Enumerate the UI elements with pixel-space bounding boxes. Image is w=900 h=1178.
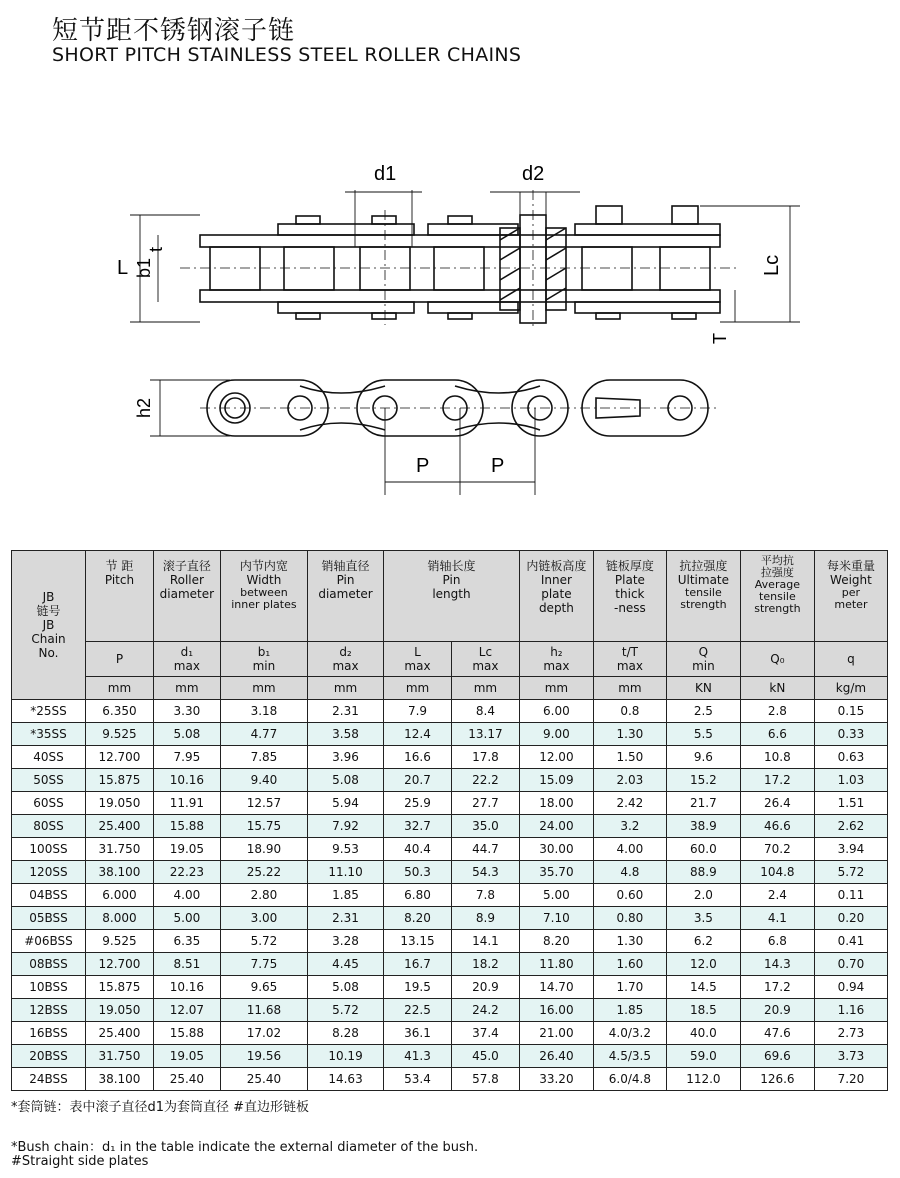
table-row [12, 976, 888, 999]
table-cell: 1.60 [593, 953, 666, 976]
table-cell: 1.50 [593, 746, 666, 769]
table-cell: 5.72 [814, 861, 887, 884]
table-cell: 0.94 [814, 976, 887, 999]
table-cell: 35.0 [451, 815, 519, 838]
table-cell: 27.7 [451, 792, 519, 815]
table-cell: 3.5 [666, 907, 740, 930]
table-cell: 9.40 [220, 769, 307, 792]
table-cell: 20.9 [740, 999, 814, 1022]
table-cell: 100SS [12, 838, 86, 861]
table-cell: 2.80 [220, 884, 307, 907]
table-cell: 59.0 [666, 1045, 740, 1068]
table-cell: 14.5 [666, 976, 740, 999]
title-english: SHORT PITCH STAINLESS STEEL ROLLER CHAINS [52, 44, 522, 66]
table-cell: 8.51 [153, 953, 220, 976]
table-cell: 6.0/4.8 [593, 1068, 666, 1091]
table-cell: 50.3 [384, 861, 452, 884]
table-cell: 0.80 [593, 907, 666, 930]
table-cell: 12.700 [86, 953, 154, 976]
table-cell: 0.11 [814, 884, 887, 907]
unit-Lc: mm [451, 677, 519, 700]
spec-table-body [12, 700, 888, 1091]
header-roller-diameter: 滚子直径 Roller diameter [153, 551, 220, 642]
table-row [12, 1068, 888, 1091]
table-cell: 80SS [12, 815, 86, 838]
unit-tT: mm [593, 677, 666, 700]
spec-table [11, 550, 888, 1091]
table-cell: 0.63 [814, 746, 887, 769]
sym-L: L max [384, 642, 452, 677]
table-cell: 4.0/3.2 [593, 1022, 666, 1045]
table-cell: 10BSS [12, 976, 86, 999]
table-cell: 2.31 [308, 907, 384, 930]
label-d2: d2 [522, 163, 545, 185]
table-row [12, 999, 888, 1022]
table-cell: 19.050 [86, 999, 154, 1022]
table-cell: 0.8 [593, 700, 666, 723]
table-cell: 1.16 [814, 999, 887, 1022]
table-cell: 8.28 [308, 1022, 384, 1045]
table-cell: 38.9 [666, 815, 740, 838]
table-cell: 0.41 [814, 930, 887, 953]
table-cell: 25.9 [384, 792, 452, 815]
table-cell: 19.05 [153, 1045, 220, 1068]
table-cell: 7.20 [814, 1068, 887, 1091]
table-cell: *35SS [12, 723, 86, 746]
unit-d2: mm [308, 677, 384, 700]
table-cell: 15.09 [519, 769, 593, 792]
table-cell: 24BSS [12, 1068, 86, 1091]
table-cell: 7.85 [220, 746, 307, 769]
table-cell: 45.0 [451, 1045, 519, 1068]
unit-L: mm [384, 677, 452, 700]
table-cell: 26.40 [519, 1045, 593, 1068]
table-cell: 40SS [12, 746, 86, 769]
table-cell: 41.3 [384, 1045, 452, 1068]
table-cell: 4.45 [308, 953, 384, 976]
table-cell: 9.00 [519, 723, 593, 746]
table-cell: 25.40 [220, 1068, 307, 1091]
table-cell: 19.5 [384, 976, 452, 999]
table-cell: 05BSS [12, 907, 86, 930]
table-cell: 2.73 [814, 1022, 887, 1045]
table-row [12, 907, 888, 930]
header-ultimate-strength: 抗拉强度 Ultimate tensile strength [666, 551, 740, 642]
table-cell: 4.00 [153, 884, 220, 907]
table-cell: 47.6 [740, 1022, 814, 1045]
table-cell: 5.72 [220, 930, 307, 953]
table-cell: 2.42 [593, 792, 666, 815]
table-cell: 53.4 [384, 1068, 452, 1091]
table-cell: 22.2 [451, 769, 519, 792]
table-cell: 4.77 [220, 723, 307, 746]
table-cell: 3.00 [220, 907, 307, 930]
table-cell: 7.75 [220, 953, 307, 976]
table-cell: 2.31 [308, 700, 384, 723]
table-cell: 60SS [12, 792, 86, 815]
table-cell: 9.6 [666, 746, 740, 769]
table-cell: 1.30 [593, 930, 666, 953]
table-cell: 10.8 [740, 746, 814, 769]
table-cell: 19.050 [86, 792, 154, 815]
table-cell: 12.00 [519, 746, 593, 769]
table-cell: 7.10 [519, 907, 593, 930]
table-cell: 15.875 [86, 976, 154, 999]
table-row [12, 953, 888, 976]
table-cell: 0.33 [814, 723, 887, 746]
table-cell: 7.8 [451, 884, 519, 907]
table-cell: *25SS [12, 700, 86, 723]
unit-d1: mm [153, 677, 220, 700]
label-t: t [146, 246, 166, 252]
table-cell: 31.750 [86, 838, 154, 861]
table-cell: 70.2 [740, 838, 814, 861]
label-b1: b1 [134, 257, 154, 278]
table-cell: 40.0 [666, 1022, 740, 1045]
table-cell: 38.100 [86, 861, 154, 884]
unit-b1: mm [220, 677, 307, 700]
table-cell: 18.00 [519, 792, 593, 815]
table-cell: 8.9 [451, 907, 519, 930]
table-cell: 4.8 [593, 861, 666, 884]
table-cell: 6.350 [86, 700, 154, 723]
label-P-2: P [491, 455, 505, 477]
unit-Q0: kN [740, 677, 814, 700]
table-cell: 7.95 [153, 746, 220, 769]
table-cell: 25.400 [86, 815, 154, 838]
table-cell: 2.8 [740, 700, 814, 723]
header-inner-plate-depth: 内链板高度 Inner plate depth [519, 551, 593, 642]
table-cell: 3.73 [814, 1045, 887, 1068]
sym-d2: d₂ max [308, 642, 384, 677]
title-chinese: 短节距不锈钢滚子链 [52, 16, 296, 46]
table-cell: 12.57 [220, 792, 307, 815]
table-cell: 26.4 [740, 792, 814, 815]
sym-b1: b₁ min [220, 642, 307, 677]
unit-h2: mm [519, 677, 593, 700]
table-cell: 60.0 [666, 838, 740, 861]
unit-Q: KN [666, 677, 740, 700]
table-cell: 6.000 [86, 884, 154, 907]
table-cell: 3.94 [814, 838, 887, 861]
table-cell: 08BSS [12, 953, 86, 976]
table-cell: 126.6 [740, 1068, 814, 1091]
table-cell: 10.19 [308, 1045, 384, 1068]
table-cell: 3.28 [308, 930, 384, 953]
table-cell: 14.1 [451, 930, 519, 953]
table-cell: 104.8 [740, 861, 814, 884]
table-cell: 17.2 [740, 769, 814, 792]
table-cell: 25.40 [153, 1068, 220, 1091]
table-cell: 15.875 [86, 769, 154, 792]
table-cell: 1.03 [814, 769, 887, 792]
table-cell: 40.4 [384, 838, 452, 861]
header-weight: 每米重量 Weight per meter [814, 551, 887, 642]
table-cell: 19.05 [153, 838, 220, 861]
table-cell: 20.9 [451, 976, 519, 999]
table-cell: 2.4 [740, 884, 814, 907]
table-cell: 6.8 [740, 930, 814, 953]
table-row [12, 861, 888, 884]
table-cell: 16.6 [384, 746, 452, 769]
table-cell: 9.53 [308, 838, 384, 861]
table-row [12, 930, 888, 953]
table-row [12, 1045, 888, 1068]
sym-h2: h₂ max [519, 642, 593, 677]
table-cell: 20BSS [12, 1045, 86, 1068]
table-cell: 11.68 [220, 999, 307, 1022]
table-cell: 6.6 [740, 723, 814, 746]
label-d1: d1 [374, 163, 397, 185]
table-cell: 35.70 [519, 861, 593, 884]
table-cell: 12.07 [153, 999, 220, 1022]
table-cell: 4.5/3.5 [593, 1045, 666, 1068]
table-cell: 14.70 [519, 976, 593, 999]
table-cell: 8.000 [86, 907, 154, 930]
table-cell: 1.30 [593, 723, 666, 746]
table-cell: 5.08 [308, 769, 384, 792]
table-cell: 14.3 [740, 953, 814, 976]
header-chain-no: JB 链号 JB Chain No. [12, 551, 86, 700]
table-cell: 22.23 [153, 861, 220, 884]
table-cell: 5.00 [519, 884, 593, 907]
table-cell: 3.18 [220, 700, 307, 723]
table-cell: 120SS [12, 861, 86, 884]
table-cell: 6.00 [519, 700, 593, 723]
table-cell: 0.20 [814, 907, 887, 930]
label-h2: h2 [134, 397, 154, 418]
table-row [12, 815, 888, 838]
table-cell: 12.0 [666, 953, 740, 976]
table-cell: 5.08 [308, 976, 384, 999]
table-row [12, 884, 888, 907]
table-cell: 25.400 [86, 1022, 154, 1045]
sym-d1: d₁ max [153, 642, 220, 677]
header-inner-width: 内节内宽 Width between inner plates [220, 551, 307, 642]
table-cell: 18.5 [666, 999, 740, 1022]
table-cell: 44.7 [451, 838, 519, 861]
table-cell: 1.70 [593, 976, 666, 999]
table-cell: 54.3 [451, 861, 519, 884]
sym-P: P [86, 642, 154, 677]
table-row [12, 723, 888, 746]
table-cell: 69.6 [740, 1045, 814, 1068]
table-cell: 5.72 [308, 999, 384, 1022]
table-cell: 0.15 [814, 700, 887, 723]
table-cell: 18.2 [451, 953, 519, 976]
table-cell: 13.15 [384, 930, 452, 953]
header-pitch: 节 距 Pitch [86, 551, 154, 642]
table-cell: 21.00 [519, 1022, 593, 1045]
unit-q: kg/m [814, 677, 887, 700]
sym-Q: Q min [666, 642, 740, 677]
table-cell: 16.00 [519, 999, 593, 1022]
table-row [12, 838, 888, 861]
table-cell: 14.63 [308, 1068, 384, 1091]
note-chinese: *套筒链：表中滚子直径d1为套筒直径 #直边形链板 [11, 1100, 310, 1115]
table-cell: 12BSS [12, 999, 86, 1022]
table-row [12, 769, 888, 792]
table-cell: 9.525 [86, 930, 154, 953]
table-cell: 46.6 [740, 815, 814, 838]
table-cell: 30.00 [519, 838, 593, 861]
table-cell: 5.94 [308, 792, 384, 815]
table-cell: 0.70 [814, 953, 887, 976]
table-cell: 3.2 [593, 815, 666, 838]
table-cell: 10.16 [153, 769, 220, 792]
table-cell: 32.7 [384, 815, 452, 838]
table-cell: 10.16 [153, 976, 220, 999]
table-cell: 36.1 [384, 1022, 452, 1045]
table-cell: 24.00 [519, 815, 593, 838]
table-cell: 8.20 [519, 930, 593, 953]
table-cell: 21.7 [666, 792, 740, 815]
header-pin-diameter: 销轴直径 Pin diameter [308, 551, 384, 642]
label-T: T [710, 333, 730, 344]
table-cell: 15.75 [220, 815, 307, 838]
table-cell: 1.85 [308, 884, 384, 907]
table-cell: 12.700 [86, 746, 154, 769]
table-cell: 17.2 [740, 976, 814, 999]
table-cell: 33.20 [519, 1068, 593, 1091]
table-cell: 5.00 [153, 907, 220, 930]
table-cell: 9.525 [86, 723, 154, 746]
table-row [12, 746, 888, 769]
label-P-1: P [416, 455, 430, 477]
table-cell: 6.80 [384, 884, 452, 907]
table-cell: 0.60 [593, 884, 666, 907]
table-cell: 50SS [12, 769, 86, 792]
table-cell: 2.0 [666, 884, 740, 907]
label-Lc: Lc [761, 254, 783, 276]
table-cell: 15.88 [153, 815, 220, 838]
table-cell: 57.8 [451, 1068, 519, 1091]
table-cell: #06BSS [12, 930, 86, 953]
table-cell: 17.02 [220, 1022, 307, 1045]
table-row [12, 700, 888, 723]
table-cell: 4.00 [593, 838, 666, 861]
table-row [12, 1022, 888, 1045]
table-cell: 37.4 [451, 1022, 519, 1045]
sym-q: q [814, 642, 887, 677]
note-bush-chain: *Bush chain：d₁ in the table indicate the external diameter of the bush. [11, 1140, 479, 1155]
table-cell: 6.2 [666, 930, 740, 953]
table-cell: 12.4 [384, 723, 452, 746]
table-cell: 22.5 [384, 999, 452, 1022]
table-cell: 3.30 [153, 700, 220, 723]
table-cell: 11.10 [308, 861, 384, 884]
table-cell: 18.90 [220, 838, 307, 861]
table-cell: 19.56 [220, 1045, 307, 1068]
table-cell: 38.100 [86, 1068, 154, 1091]
table-cell: 7.9 [384, 700, 452, 723]
table-cell: 1.85 [593, 999, 666, 1022]
table-cell: 7.92 [308, 815, 384, 838]
header-pin-length: 销轴长度 Pin length [384, 551, 520, 642]
table-cell: 5.08 [153, 723, 220, 746]
sym-tT: t/T max [593, 642, 666, 677]
table-cell: 24.2 [451, 999, 519, 1022]
chain-diagram [0, 150, 900, 510]
table-cell: 16.7 [384, 953, 452, 976]
header-plate-thickness: 链板厚度 Plate thick -ness [593, 551, 666, 642]
table-cell: 2.03 [593, 769, 666, 792]
table-cell: 25.22 [220, 861, 307, 884]
table-cell: 88.9 [666, 861, 740, 884]
table-cell: 8.20 [384, 907, 452, 930]
table-cell: 04BSS [12, 884, 86, 907]
table-cell: 5.5 [666, 723, 740, 746]
sym-Q0: Q₀ [740, 642, 814, 677]
table-row [12, 792, 888, 815]
table-cell: 20.7 [384, 769, 452, 792]
table-cell: 11.80 [519, 953, 593, 976]
table-cell: 11.91 [153, 792, 220, 815]
table-cell: 6.35 [153, 930, 220, 953]
table-cell: 8.4 [451, 700, 519, 723]
table-cell: 15.88 [153, 1022, 220, 1045]
table-cell: 3.96 [308, 746, 384, 769]
table-cell: 15.2 [666, 769, 740, 792]
table-cell: 17.8 [451, 746, 519, 769]
table-cell: 1.51 [814, 792, 887, 815]
table-cell: 13.17 [451, 723, 519, 746]
table-cell: 2.5 [666, 700, 740, 723]
table-cell: 9.65 [220, 976, 307, 999]
header-average-strength: 平均抗 拉强度 Average tensile strength [740, 551, 814, 642]
table-cell: 4.1 [740, 907, 814, 930]
table-cell: 16BSS [12, 1022, 86, 1045]
note-straight-plates: #Straight side plates [11, 1154, 149, 1169]
table-cell: 2.62 [814, 815, 887, 838]
sym-Lc: Lc max [451, 642, 519, 677]
label-L: L [117, 257, 129, 279]
unit-P: mm [86, 677, 154, 700]
table-cell: 3.58 [308, 723, 384, 746]
table-cell: 112.0 [666, 1068, 740, 1091]
table-cell: 31.750 [86, 1045, 154, 1068]
